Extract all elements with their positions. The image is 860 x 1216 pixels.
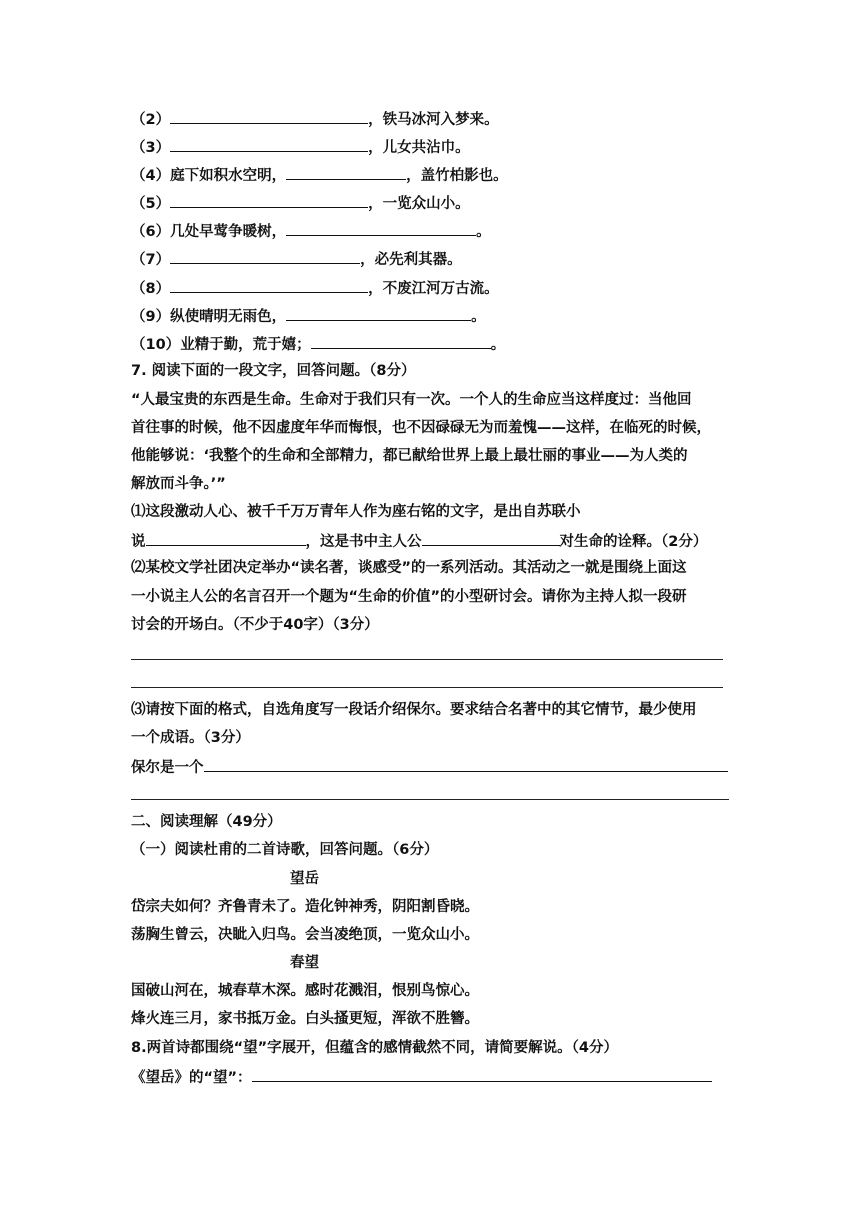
passage-line: 他能够说：‘我整个的生命和全部精力，都已献给世界上最上最壮丽的事业——为人类的 (131, 448, 688, 464)
fill-item-4: （4）庭下如积水空明， ，盖竹柏影也。 (131, 164, 508, 184)
q7-sub2-line: 讨会的开场白。（不少于40字）（3分） (131, 617, 379, 633)
q7-sub1-line1: ⑴这段激动人心、被千千万万青年人作为座右铭的文字，是出自苏联小 (131, 504, 581, 520)
q8-heading: 8.两首诗都围绕“望”字展开，但蕴含的感情截然不同，请简要解说。（4分） (131, 1040, 618, 1056)
answer-blank[interactable] (170, 192, 368, 208)
poem1-title: 望岳 (290, 871, 319, 887)
answer-blank[interactable] (170, 248, 360, 264)
q7-heading: 7. 阅读下面的一段文字，回答问题。（8分） (131, 363, 416, 379)
answer-blank[interactable] (170, 277, 368, 293)
q7-sub2-line: ⑵某校文学社团决定举办“读名著，谈感受”的一系列活动。其活动之一就是围绕上面这 (131, 560, 687, 576)
poem-line: 烽火连三月，家书抵万金。白头搔更短，浑欲不胜簪。 (131, 1011, 479, 1027)
answer-line[interactable] (131, 687, 723, 688)
fill-item-2: （2） ，铁马冰河入梦来。 (131, 108, 499, 128)
passage-line: “人最宝贵的东西是生命。生命对于我们只有一次。一个人的生命应当这样度过：当他回 (131, 392, 692, 408)
poem-line: 岱宗夫如何？齐鲁青未了。造化钟神秀，阴阳割昏晓。 (131, 899, 479, 915)
answer-blank[interactable] (286, 305, 471, 321)
q7-sub3-answer: 保尔是一个 (131, 756, 728, 776)
q7-sub1-line2: 说 ，这是书中主人公 对生命的诠释。（2分） (131, 530, 707, 550)
poem-line: 国破山河在，城春草木深。感时花溅泪，恨别鸟惊心。 (131, 983, 479, 999)
poem2-title: 春望 (290, 955, 319, 971)
protagonist-blank[interactable] (422, 530, 560, 546)
fill-item-5: （5） ，一览众山小。 (131, 192, 470, 212)
answer-blank[interactable] (311, 333, 491, 349)
poem-line: 荡胸生曾云，决眦入归鸟。会当凌绝顶，一览众山小。 (131, 927, 479, 943)
passage-line: 首往事的时候，他不因虚度年华而悔恨，也不因碌碌无为而羞愧——这样，在临死的时候， (131, 420, 711, 436)
part2-sub1-heading: （一）阅读杜甫的二首诗歌，回答问题。（6分） (131, 842, 439, 858)
q8-answer: 《望岳》的“望”： (131, 1066, 712, 1086)
answer-blank[interactable] (170, 136, 368, 152)
fill-item-8: （8） ，不废江河万古流。 (131, 277, 499, 297)
fill-item-10: （10）业精于勤，荒于嬉； 。 (131, 333, 505, 353)
answer-blank[interactable] (286, 164, 406, 180)
part2-heading: 二、阅读理解（49分） (131, 814, 282, 830)
fill-item-3: （3） ，儿女共沾巾。 (131, 136, 470, 156)
answer-line[interactable] (131, 659, 723, 660)
passage-line: 解放而斗争。’” (131, 476, 226, 492)
novel-title-blank[interactable] (146, 530, 306, 546)
q7-sub3-line: ⑶请按下面的格式，自选角度写一段话介绍保尔。要求结合名著中的其它情节，最少使用 (131, 702, 697, 718)
answer-blank[interactable] (204, 756, 728, 772)
q7-sub2-line: 一小说主人公的名言召开一个题为“生命的价值”的小型研讨会。请你为主持人拟一段研 (131, 589, 687, 605)
fill-item-9: （9）纵使晴明无雨色， 。 (131, 305, 486, 325)
fill-item-7: （7） ，必先利其器。 (131, 248, 462, 268)
answer-blank[interactable] (252, 1066, 712, 1082)
answer-blank[interactable] (170, 108, 368, 124)
fill-item-6: （6）几处早莺争暖树， 。 (131, 220, 491, 240)
answer-line[interactable] (131, 799, 729, 800)
answer-blank[interactable] (286, 220, 476, 236)
q7-sub3-line: 一个成语。（3分） (131, 730, 250, 746)
